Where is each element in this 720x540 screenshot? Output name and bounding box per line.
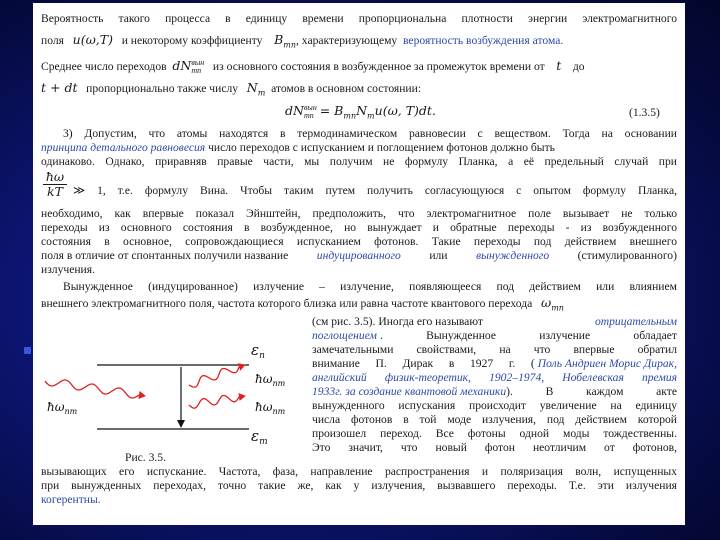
transition-arrowhead [177, 420, 185, 428]
equation-number: (1.3.5) [629, 106, 660, 119]
text: поля [41, 34, 64, 47]
eq-rhs: u(ω, T)dt. [374, 103, 436, 118]
emitted-wave-2 [189, 395, 239, 408]
math-sup: вын [191, 58, 205, 68]
equation-1-3-5 [285, 104, 436, 123]
text: . Вынужденное излучение обладает [379, 329, 677, 342]
p4-line1: Вынужденное (индуцированное) излучение – излучение, появляющееся под действием или влиянием [63, 280, 677, 293]
right-line5: английский физик-теоретик, 1902–1974, Нобелевская премия [312, 371, 677, 384]
right-line7: вынужденного испускания происходит увеличение на единицу [312, 399, 677, 412]
p1-line1: Вероятность такого процесса в единицу времени пропорциональна плотности энергии электромагнитного [41, 12, 677, 25]
term-negative-absorption: отрицательным [594, 315, 677, 328]
p3-line6: переходы из основного состояния в возбужденное, но вынуждает и обратные переходы - из возбужденного [41, 221, 677, 234]
text: из основного состояния в возбужденное за промежуток времени от [212, 60, 545, 73]
p2-line2 [41, 81, 421, 100]
math-u: u(ω,T) [72, 32, 113, 47]
level-n-label: $\varepsilon_n$ [251, 341, 265, 361]
p3-line1: 3) Допустим, что атомы находятся в термодинамическом равновесии с веществом. Тогда на основании [63, 127, 677, 140]
math-sub: mn [191, 66, 202, 76]
p3-line5: необходимо, как впервые показал Эйнштейн, предположить, что электромагнитное поле вызывает не только [41, 207, 677, 220]
dirac-prize: 1933г. за создание квантовой механики [312, 385, 507, 398]
text: (см рис. 3.5). Иногда его называют [312, 315, 483, 328]
right-line3: замечательными свойствами, на что впервые обратил [312, 343, 677, 356]
math-tdt: t + dt [41, 80, 78, 95]
photon-out1-label: $ħ\omega_{nm}$ [255, 372, 286, 388]
text: число переходов с испусканием и поглощением фотонов должно быть [208, 141, 555, 154]
p5-line3: когерентны. [41, 493, 101, 506]
dirac-name: Поль Андриен Морис Дирак, [537, 357, 677, 370]
right-line2 [312, 329, 677, 343]
math-B: B [274, 32, 284, 47]
math-N: N [246, 80, 258, 95]
text: внешнего электромагнитного поля, частота которого близка или равна частоте квантового перехода [41, 297, 533, 310]
right-line1 [312, 315, 677, 329]
text: , характеризующему [296, 34, 398, 47]
term-absorption: поглощением [312, 329, 377, 342]
emitted-wave-1 [189, 367, 239, 387]
photon-in-label: $ħ\omega_{nm}$ [47, 400, 78, 416]
text: до [572, 60, 585, 73]
math-t: t [556, 58, 562, 73]
frac-den: kT [47, 184, 63, 199]
eq-sup: вын [303, 103, 317, 113]
text: и некоторому коэффициенту [121, 34, 263, 47]
emitted-wave-2-arrowhead [238, 393, 246, 401]
p3-line8 [41, 249, 677, 263]
text: атомов в основном состоянии: [271, 82, 422, 95]
frac-num: ħω [45, 169, 65, 184]
figure-caption: Рис. 3.5. [125, 451, 166, 464]
eq-sub: mn [303, 111, 314, 121]
energy-level-diagram [39, 325, 301, 475]
text: Среднее число переходов [41, 60, 167, 73]
eq-rhs: N [356, 103, 368, 118]
eq-sub: mn [343, 111, 357, 121]
p3-line7: состояния в основное, сопровождающиеся испусканием фотонов. Такие переходы под действием внешнего [41, 235, 677, 248]
text: или [429, 249, 448, 262]
figure-3-5 [39, 325, 301, 475]
right-line8: числа фотонов в той моде излучения, под действием которой [312, 413, 677, 426]
eq-rhs: = B [319, 103, 344, 118]
right-line10: Это значит, что новый фотон неотличим от фотонов, [312, 441, 677, 454]
term-induced: индуцированного [316, 249, 401, 262]
p4-line2 [41, 296, 564, 315]
fraction-hw-kT [41, 170, 69, 199]
math-sub: mn [551, 303, 564, 313]
term-stimulated: вынужденного [476, 249, 550, 262]
text: пропорционально также числу [86, 82, 239, 95]
incident-wave [45, 380, 139, 398]
photon-out2-label: $ħ\omega_{nm}$ [255, 400, 286, 416]
p5-line2: при вынужденных переходах, точно такие же, как у излучения, вызвавшего переходы. Т.е. эти излучения [41, 479, 677, 492]
level-m-label: $\varepsilon_m$ [251, 427, 268, 447]
eq-sub: m [367, 111, 375, 121]
p1-line2 [41, 33, 563, 52]
text: поля в отличие от спонтанных получили название [41, 249, 289, 262]
text: внимание П. Дирак в 1927 г. ( [312, 357, 535, 370]
slide-bullet [24, 347, 31, 354]
right-line6 [312, 385, 677, 399]
p5-line1: вызывающих его испускание. Частота, фаза, направление распространения и поляризация волн, испущенных [41, 465, 677, 478]
math-sub: mn [283, 40, 296, 50]
p2-line1 [41, 59, 585, 75]
math-dN: dN [172, 58, 192, 73]
text: (стимулированного) [577, 249, 677, 262]
highlight-text: вероятность возбуждения атома. [403, 34, 564, 47]
p3-line4: ≫ 1, т.е. формулу Вина. Чтобы таким путем получить согласующуюся с опытом формулу Планка, [73, 184, 677, 197]
right-line9: произошел переход. Все фотоны одной моды тождественны. [312, 427, 677, 440]
term-detailed-balance: принципа детального равновесия [41, 141, 206, 154]
right-line4 [312, 357, 677, 371]
p3-line2 [41, 141, 555, 155]
eq-lhs: dN [285, 103, 304, 118]
incident-wave-arrowhead [138, 391, 146, 399]
math-omega: ω [540, 295, 552, 310]
document-page [33, 3, 685, 525]
p3-line3: одинаково. Однако, приравняв правые части, мы получим не формулу Планка, а её предельный случай при [41, 155, 677, 168]
text: ). В каждом акте [506, 385, 677, 398]
p3-line9: излучения. [41, 263, 95, 276]
math-sub: m [257, 88, 266, 98]
